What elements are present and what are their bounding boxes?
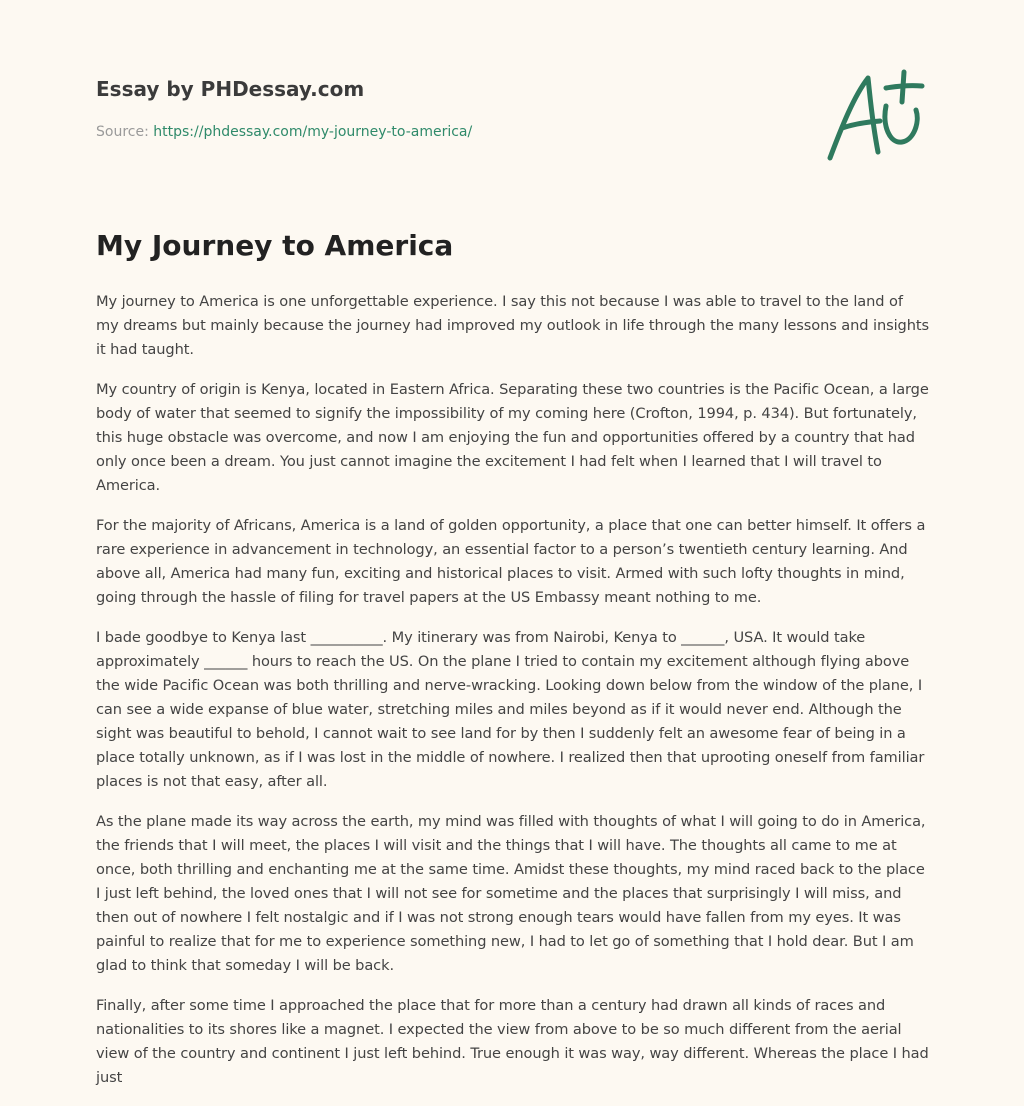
essay-header <box>96 74 796 142</box>
essay-paragraph: My journey to America is one unforgettable experience. I say this not because I was able to travel to the land of my dreams but mainly because the journey had improved my outlook in life through the many lessons and insights it had taught. <box>96 293 929 358</box>
essay-paragraph: For the majority of Africans, America is a land of golden opportunity, a place that one can better himself. It offers a rare experience in advancement in technology, an essential factor to a person’s twentieth century learning. And above all, America had many fun, exciting and historical places to visit. Armed with such lofty thoughts in mind, going through the hassle of filing for travel papers at the US Embassy meant nothing to me. <box>96 517 926 606</box>
essay-title: My Journey to America <box>96 229 454 262</box>
essay-content <box>96 226 930 1106</box>
essay-paragraph: As the plane made its way across the earth, my mind was filled with thoughts of what I will going to do in America, the friends that I will meet, the places I will visit and the things that I will have. The thoughts all came to me at once, both thrilling and enchanting me at the same time. Amidst these thoughts, my mind raced back to the place I just left behind, the loved ones that I will not see for sometime and the places that surprisingly I will miss, and then out of nowhere I felt nostalgic and if I was not strong enough tears would have fallen from my eyes. It was painful to realize that for me to experience something new, I had to let go of something that I hold dear. But I am glad to think that someday I will be back. <box>96 813 926 974</box>
essay-paragraph: My country of origin is Kenya, located in Eastern Africa. Separating these two countries is the Pacific Ocean, a large body of water that seemed to signify the impossibility of my coming here (Crofton, 1994, p. 434). But fortunately, this huge obstacle was overcome, and now I am enjoying the fun and opportunities offered by a country that had only once been a dream. You just cannot imagine the excitement I had felt when I learned that I will travel to America. <box>96 381 929 494</box>
source-label: Source: <box>96 124 154 140</box>
a-plus-grade-icon <box>820 66 932 166</box>
source-link[interactable]: https://phdessay.com/my-journey-to-america/ <box>153 124 473 140</box>
brand-title: Essay by PHDessay.com <box>96 77 365 101</box>
essay-paragraph: I bade goodbye to Kenya last __________. My itinerary was from Nairobi, Kenya to ______, USA. It would take approximately ______ hours to reach the US. On the plane I tried to contain my excitement although flying above the wide Pacific Ocean was both thrilling and nerve-wracking. Looking down below from the window of the plane, I can see a wide expanse of blue water, stretching miles and miles beyond as if it would never end. Although the sight was beautiful to behold, I cannot wait to see land for by then I suddenly felt an awesome fear of being in a place totally unknown, as if I was lost in the middle of nowhere. I realized then that uprooting oneself from familiar places is not that easy, after all. <box>96 629 925 790</box>
source-line <box>96 122 796 142</box>
essay-paragraph: Finally, after some time I approached the place that for more than a century had drawn all kinds of races and nationalities to its shores like a magnet. I expected the view from above to be so much different from the aerial view of the country and continent I just left behind. True enough it was way, way different. Whereas the place I had just <box>96 997 929 1086</box>
